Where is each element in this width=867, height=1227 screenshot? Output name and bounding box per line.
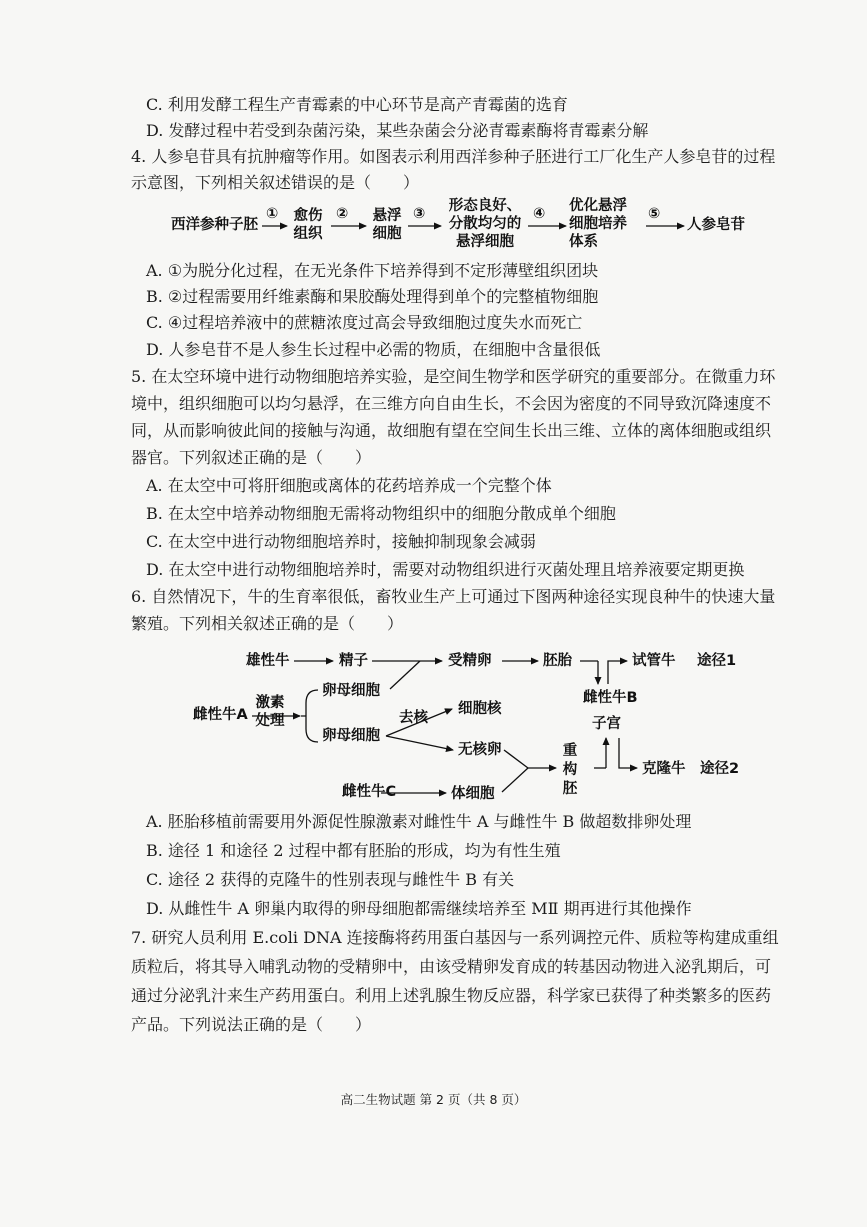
diag-recon-line-1: 重 bbox=[562, 743, 578, 759]
q7-stem-line-3: 通过分泌乳汁来生产药用蛋白。利用上述乳腺生物反应器，科学家已获得了种类繁多的医药 bbox=[131, 986, 772, 1005]
q6-option-c: C. 途径 2 获得的克隆牛的性别表现与雌性牛 B 有关 bbox=[146, 870, 515, 889]
q5-option-a: A. 在太空中可将肝细胞或离体的花药培养成一个完整个体 bbox=[146, 476, 552, 495]
diag-enucleate: 去核 bbox=[399, 710, 428, 726]
flow-node-optimized-line-3: 体系 bbox=[569, 234, 598, 250]
q4-option-a: A. ①为脱分化过程，在无光条件下培养得到不定形薄壁组织团块 bbox=[146, 261, 599, 280]
brace-oocytes bbox=[301, 690, 318, 742]
diag-clone-cow: 克隆牛 bbox=[642, 761, 686, 777]
arrow-to-clone bbox=[619, 738, 637, 768]
q3-option-c: C. 利用发酵工程生产青霉素的中心环节是高产青霉菌的选育 bbox=[146, 95, 568, 114]
diag-cow-a: 雌性牛A bbox=[193, 707, 248, 723]
flow-node-optimized-line-1: 优化悬浮 bbox=[569, 198, 627, 214]
flow-node-callus-line-1: 愈伤 bbox=[293, 208, 323, 224]
q7-stem-line-4: 产品。下列说法正确的是（ ） bbox=[131, 1015, 372, 1034]
diag-bull: 雄性牛 bbox=[246, 653, 290, 669]
diag-hormone-line-2: 处理 bbox=[255, 713, 285, 729]
diag-recon-line-3: 胚 bbox=[562, 781, 578, 797]
q5-stem-line-2: 境中，组织细胞可以均匀悬浮，在三维方向自由生长，不会因为密度的不同导致沉降速度不 bbox=[131, 394, 772, 413]
q7-stem-line-2: 质粒后，将其导入哺乳动物的受精卵中，由该受精卵发育成的转基因动物进入泌乳期后，可 bbox=[131, 957, 772, 976]
flow-node-dispersed-line-2: 分散均匀的 bbox=[448, 216, 522, 232]
line-somatic-merge bbox=[502, 768, 528, 792]
q5-stem-line-1: 5. 在太空环境中进行动物细胞培养实验，是空间生物学和医学研究的重要部分。在微重力环 bbox=[131, 367, 776, 386]
diag-enucleated-egg: 无核卵 bbox=[458, 742, 502, 758]
flow-node-dispersed-line-1: 形态良好、 bbox=[448, 198, 522, 214]
flow-node-dispersed-line-3: 悬浮细胞 bbox=[456, 234, 514, 250]
q5-option-d: D. 在太空中进行动物细胞培养时，需要对动物组织进行灭菌处理且培养液要定期更换 bbox=[146, 560, 745, 579]
q4-stem-line-2: 示意图，下列相关叙述错误的是（ ） bbox=[131, 173, 420, 192]
flow-step-3: ③ bbox=[413, 206, 426, 222]
diag-somatic-cell: 体细胞 bbox=[451, 786, 495, 802]
q6-option-a: A. 胚胎移植前需要用外源促性腺激素对雌性牛 A 与雌性牛 B 做超数排卵处理 bbox=[146, 812, 692, 831]
line-oocyte-zygote bbox=[390, 661, 420, 689]
flow-step-5: ⑤ bbox=[648, 206, 661, 222]
diag-embryo: 胚胎 bbox=[543, 653, 572, 669]
diag-cow-c: 雌性牛C bbox=[342, 784, 397, 800]
q6-option-d: D. 从雌性牛 A 卵巢内取得的卵母细胞都需继续培养至 MⅡ 期再进行其他操作 bbox=[146, 899, 692, 918]
q6-option-b: B. 途径 1 和途径 2 过程中都有胚胎的形成，均为有性生殖 bbox=[146, 841, 561, 860]
flow-step-2: ② bbox=[336, 206, 349, 222]
diag-test-tube-cow: 试管牛 bbox=[632, 653, 676, 669]
diag-hormone-treatment bbox=[252, 694, 288, 730]
diag-zygote: 受精卵 bbox=[448, 653, 492, 669]
q5-stem-line-4: 器官。下列叙述正确的是（ ） bbox=[131, 448, 372, 467]
flow-node-suspension-cells bbox=[369, 207, 405, 243]
flow-node-optimized-system bbox=[569, 197, 651, 251]
diag-nucleus: 细胞核 bbox=[458, 701, 502, 717]
q4-stem-line-1: 4. 人参皂苷具有抗肿瘤等作用。如图表示利用西洋参种子胚进行工厂化生产人参皂苷的过程 bbox=[131, 147, 776, 166]
flow-step-4: ④ bbox=[533, 206, 546, 222]
q6-stem-line-2: 繁殖。下列相关叙述正确的是（ ） bbox=[131, 614, 404, 633]
flow-node-optimized-line-2: 细胞培养 bbox=[569, 216, 627, 232]
q4-option-b: B. ②过程需要用纤维素酶和果胶酶处理得到单个的完整植物细胞 bbox=[146, 287, 599, 306]
flow-node-suspension-line-2: 细胞 bbox=[372, 226, 402, 242]
diag-hormone-line-1: 激素 bbox=[255, 695, 285, 711]
q7-stem-line-1: 7. 研究人员利用 E.coli DNA 连接酶将药用蛋白基因与一系列调控元件、质粒等构建成重组 bbox=[131, 928, 779, 947]
q3-option-d: D. 发酵过程中若受到杂菌污染，某些杂菌会分泌青霉素酶将青霉素分解 bbox=[146, 121, 649, 140]
diag-oocyte-2: 卵母细胞 bbox=[322, 728, 380, 744]
q4-option-d: D. 人参皂苷不是人参生长过程中必需的物质，在细胞中含量很低 bbox=[146, 340, 601, 359]
flow-node-embryo: 西洋参种子胚 bbox=[171, 217, 258, 233]
q4-option-c: C. ④过程培养液中的蔗糖浓度过高会导致细胞过度失水而死亡 bbox=[146, 313, 583, 332]
diag-cow-b: 雌性牛B bbox=[583, 690, 638, 706]
flow-node-ginsenoside: 人参皂苷 bbox=[687, 217, 745, 233]
diag-recon-line-2: 构 bbox=[562, 762, 578, 778]
page-footer: 高二生物试题 第 2 页（共 8 页） bbox=[340, 1092, 527, 1107]
line-egg-merge bbox=[504, 750, 528, 768]
flow-node-suspension-line-1: 悬浮 bbox=[372, 208, 402, 224]
diag-path-1: 途径1 bbox=[697, 653, 737, 669]
flow-node-dispersed-cells bbox=[442, 197, 528, 251]
flow-node-callus bbox=[290, 207, 326, 243]
arrow-to-test-tube bbox=[608, 661, 627, 684]
arrow-to-enucleated bbox=[386, 736, 453, 750]
diag-path-2: 途径2 bbox=[700, 761, 740, 777]
q5-stem-line-3: 同，从而影响彼此间的接触与沟通，故细胞有望在空间生长出三维、立体的离体细胞或组织 bbox=[131, 421, 772, 440]
q5-option-c: C. 在太空中进行动物细胞培养时，接触抑制现象会减弱 bbox=[146, 532, 536, 551]
q6-stem-line-1: 6. 自然情况下，牛的生育率很低，畜牧业生产上可通过下图两种途径实现良种牛的快速大量 bbox=[131, 587, 776, 606]
diag-oocyte-1: 卵母细胞 bbox=[322, 683, 380, 699]
diag-reconstructed-embryo bbox=[560, 742, 580, 799]
diag-uterus: 子宫 bbox=[592, 716, 621, 732]
flow-node-callus-line-2: 组织 bbox=[293, 226, 323, 242]
flow-step-1: ① bbox=[266, 206, 279, 222]
q5-option-b: B. 在太空中培养动物细胞无需将动物组织中的细胞分散成单个细胞 bbox=[146, 504, 616, 523]
diag-sperm: 精子 bbox=[339, 653, 368, 669]
